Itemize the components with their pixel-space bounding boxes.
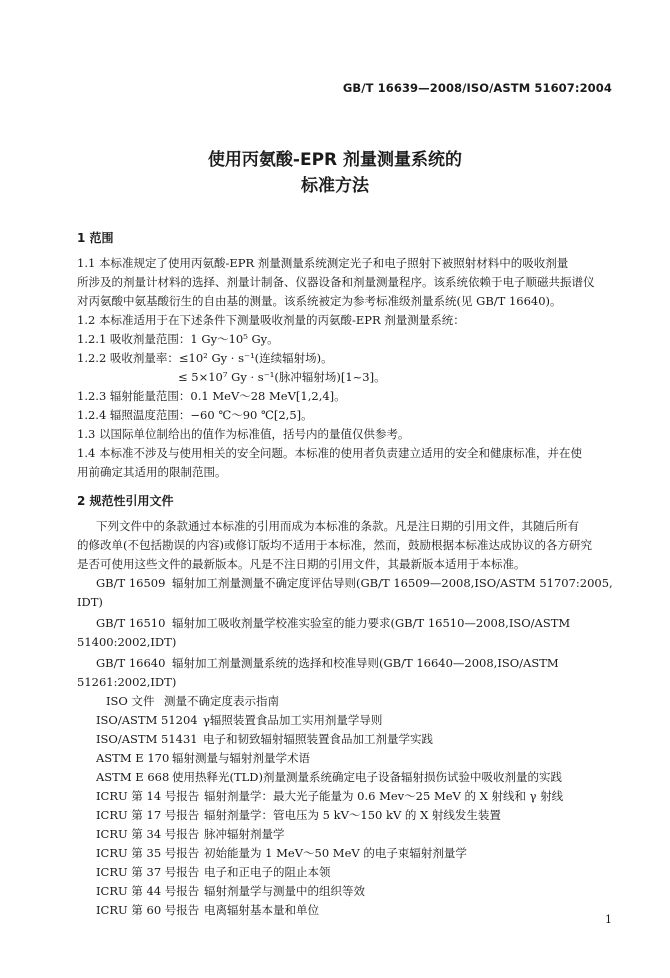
reference-title: 辐射剂量学与测量中的组织等效	[204, 884, 365, 898]
clause-1-3: 1.3 以国际单位制给出的值作为标准值，括号内的量值仅供参考。	[77, 427, 410, 441]
section-2-heading: 2 规范性引用文件	[77, 494, 174, 508]
reference-title-continuation: IDT)	[77, 595, 103, 609]
reference-title: 电子和韧致辐射辐照装置食品加工剂量学实践	[203, 732, 433, 746]
reference-title-continuation: 51400:2002,IDT)	[77, 635, 177, 649]
reference-title: 脉冲辐射剂量学	[204, 827, 285, 841]
clause-1-1-line-2: 所涉及的剂量计材料的选择、剂量计制备、仪器设备和剂量测量程序。该系统依赖于电子顺磁共振谱仪	[77, 275, 595, 289]
reference-code: GB/T 16509	[96, 576, 166, 590]
reference-code: ICRU 第 17 号报告	[96, 808, 200, 822]
reference-code: ISO/ASTM 51204	[96, 713, 198, 727]
reference-code: ICRU 第 35 号报告	[96, 846, 200, 860]
reference-code: ICRU 第 60 号报告	[96, 903, 200, 917]
section-1-heading: 1 范围	[77, 231, 114, 245]
reference-title: 辐射剂量学：管电压为 5 kV～150 kV 的 X 射线发生装置	[204, 808, 501, 822]
clause-1-2-1: 1.2.1 吸收剂量范围：1 Gy～10⁵ Gy。	[77, 332, 279, 346]
reference-code: ISO 文件	[106, 694, 155, 708]
reference-title: 使用热释光(TLD)剂量测量系统确定电子设备辐射损伤试验中吸收剂量的实践	[172, 770, 562, 784]
reference-title: 电离辐射基本量和单位	[204, 903, 319, 917]
reference-code: ICRU 第 37 号报告	[96, 865, 200, 879]
standard-number-header: GB/T 16639—2008/ISO/ASTM 51607:2004	[342, 81, 612, 95]
reference-code: ASTM E 170	[96, 751, 170, 765]
reference-title: γ辐照装置食品加工实用剂量学导则	[203, 713, 383, 727]
reference-code: ISO/ASTM 51431	[96, 732, 198, 746]
clause-1-2-3: 1.2.3 辐射能量范围：0.1 MeV～28 MeV[1,2,4]。	[77, 389, 346, 403]
reference-code: ICRU 第 44 号报告	[96, 884, 200, 898]
reference-code: ASTM E 668	[96, 770, 170, 784]
section-2-intro-line-2: 的修改单(不包括勘误的内容)或修订版均不适用于本标准，然而，鼓励根据本标准达成协议的各方研究	[77, 538, 592, 552]
reference-title: 初始能量为 1 MeV～50 MeV 的电子束辐射剂量学	[204, 846, 467, 860]
reference-title: 辐射测量与辐射剂量学术语	[172, 751, 310, 765]
clause-1-1-line-1: 1.1 本标准规定了使用丙氨酸-EPR 剂量测量系统测定光子和电子照射下被照射材料中的吸收剂量	[77, 256, 569, 270]
clause-1-4-line-1: 1.4 本标准不涉及与使用相关的安全问题。本标准的使用者负责建立适用的安全和健康标准，并在使	[77, 446, 582, 460]
reference-title: 辐射剂量学：最大光子能量为 0.6 Mev～25 MeV 的 X 射线和 γ 射线	[204, 789, 564, 803]
clause-1-2-2-line-1: 1.2.2 吸收剂量率：≤10² Gy · s⁻¹(连续辐射场)。	[77, 351, 333, 365]
page-number: 1	[605, 913, 612, 926]
document-title-line-1: 使用丙氨酸-EPR 剂量测量系统的	[207, 150, 463, 170]
reference-code: ICRU 第 14 号报告	[96, 789, 200, 803]
clause-1-1-line-3: 对丙氨酸中氨基酸衍生的自由基的测量。该系统被定为参考标准级剂量系统(见 GB/T 16640)。	[77, 294, 562, 308]
reference-code: GB/T 16510	[96, 616, 166, 630]
section-2-intro-line-1: 下列文件中的条款通过本标准的引用而成为本标准的条款。凡是注日期的引用文件，其随后所有	[96, 519, 579, 533]
section-2-intro-line-3: 是否可使用这些文件的最新版本。凡是不注日期的引用文件，其最新版本适用于本标准。	[77, 557, 526, 571]
reference-title: 电子和正电子的阻止本领	[204, 865, 331, 879]
clause-1-2: 1.2 本标准适用于在下述条件下测量吸收剂量的丙氨酸-EPR 剂量测量系统：	[77, 313, 465, 327]
reference-title-continuation: 51261:2002,IDT)	[77, 675, 177, 689]
clause-1-4-line-2: 用前确定其适用的限制范围。	[77, 465, 227, 479]
reference-title: 辐射加工吸收剂量学校准实验室的能力要求(GB/T 16510—2008,ISO/ASTM	[172, 616, 571, 630]
reference-code: GB/T 16640	[96, 656, 166, 670]
reference-title: 辐射加工剂量测量不确定度评估导则(GB/T 16509—2008,ISO/ASTM 51707:2005,	[172, 576, 613, 590]
document-title-line-2: 标准方法	[301, 176, 369, 196]
reference-title: 辐射加工剂量测量系统的选择和校准导则(GB/T 16640—2008,ISO/ASTM	[172, 656, 559, 670]
reference-title: 测量不确定度表示指南	[164, 694, 279, 708]
clause-1-2-4: 1.2.4 辐照温度范围：−60 ℃～90 ℃[2,5]。	[77, 408, 313, 422]
clause-1-2-2-line-2: ≤ 5×10⁷ Gy · s⁻¹(脉冲辐射场)[1~3]。	[178, 370, 386, 384]
reference-code: ICRU 第 34 号报告	[96, 827, 200, 841]
